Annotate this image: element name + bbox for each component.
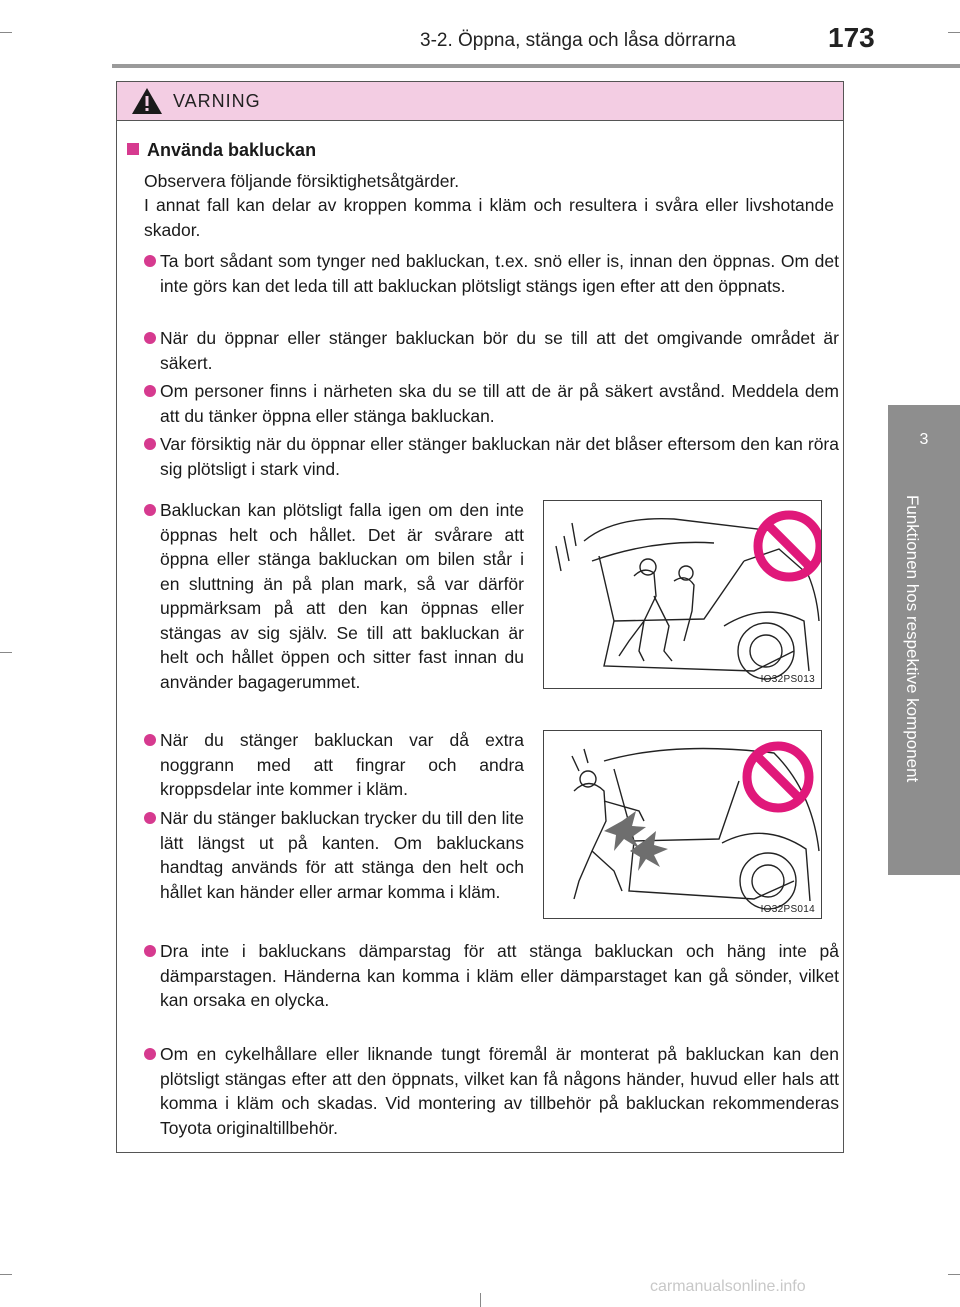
list-item: Om personer finns i närheten ska du se till att de är på säkert avstånd. Meddela dem att du tänker öppna eller stänga bakluckan. bbox=[144, 379, 839, 428]
list-item: Ta bort sådant som tynger ned bakluckan, t.ex. snö eller is, innan den öppnas. Om det inte görs kan det leda till att bakluckan plötsligt stängs igen efter att den öppnats. bbox=[144, 249, 839, 298]
list-item: När du öppnar eller stänger bakluckan bör du se till att det omgivande området är säkert. bbox=[144, 326, 839, 375]
crop-mark bbox=[948, 1274, 960, 1275]
list-item: När du stänger bakluckan var då extra noggrann med att fingrar och andra kroppsdelar inte kommer i kläm. bbox=[144, 728, 524, 802]
chapter-title: Funktionen hos respektive komponent bbox=[903, 495, 922, 783]
section-title-text: Använda bakluckan bbox=[147, 140, 317, 160]
page-number: 173 bbox=[828, 22, 875, 53]
header-rule bbox=[112, 64, 960, 68]
crop-mark bbox=[948, 32, 960, 33]
intro-paragraph: Observera följande försiktighetsåtgärder. bbox=[144, 171, 460, 191]
warning-triangle-icon bbox=[131, 87, 163, 115]
bullet-icon bbox=[144, 945, 156, 957]
list-item: Dra inte i bakluckans dämparstag för att stänga bakluckan och häng inte på dämparstagen. Händerna kan komma i kläm eller dämparstaget kan gå sönder, vilket kan orsaka en olycka. bbox=[144, 939, 839, 1013]
illustration-open-tailgate bbox=[543, 500, 822, 689]
car-tailgate-open-illustration bbox=[544, 501, 822, 689]
square-bullet-icon bbox=[127, 143, 139, 155]
figure-id: IO32PS014 bbox=[760, 904, 815, 915]
bullet-icon bbox=[144, 812, 156, 824]
bullet-icon bbox=[144, 1048, 156, 1060]
list-item: Om en cykelhållare eller liknande tungt föremål är monterat på bakluckan kan den plötsligt stängas efter att den öppnats, vilket kan få någons händer, huvud eller hals att komma i kläm och skadas. Vid montering av tillbehör på bakluckan rekommenderas Toyota originaltillbehör. bbox=[144, 1042, 839, 1140]
warning-box bbox=[116, 81, 844, 1153]
prohibition-sign-icon bbox=[758, 515, 820, 577]
section-header: 3-2. Öppna, stänga och låsa dörrarna bbox=[420, 30, 736, 51]
crop-mark bbox=[0, 32, 12, 33]
section-title bbox=[127, 140, 316, 161]
watermark: carmanualsonline.info bbox=[650, 1278, 806, 1295]
bullet-icon bbox=[144, 734, 156, 746]
car-tailgate-close-illustration bbox=[544, 731, 822, 919]
bullet-icon bbox=[144, 438, 156, 450]
prohibition-sign-icon bbox=[747, 746, 809, 808]
crop-mark bbox=[480, 1293, 481, 1307]
list-item: Bakluckan kan plötsligt falla igen om den inte öppnas helt och hållet. Det är svårare att öppna eller stänga bakluckan om bilen står i en sluttning än på plan mark, så var därför uppmärksam på att den kan öppnas eller stängas av sig själv. Se till att bakluckan är helt och hållet öppen och sitter fast innan du använder bagagerummet. bbox=[144, 498, 524, 694]
bullet-icon bbox=[144, 332, 156, 344]
chapter-number: 3 bbox=[919, 431, 929, 448]
chapter-side-tab bbox=[888, 405, 960, 875]
bullet-icon bbox=[144, 504, 156, 516]
crop-mark bbox=[0, 1274, 12, 1275]
figure-id: IO32PS013 bbox=[760, 674, 815, 685]
bullet-icon bbox=[144, 255, 156, 267]
warning-header bbox=[117, 82, 843, 121]
illustration-close-tailgate bbox=[543, 730, 822, 919]
crop-mark bbox=[0, 652, 12, 653]
list-item: Var försiktig när du öppnar eller stänger bakluckan när det blåser eftersom den kan röra sig plötsligt i stark vind. bbox=[144, 432, 839, 481]
warning-label: VARNING bbox=[173, 91, 261, 111]
intro-paragraph: I annat fall kan delar av kroppen komma i kläm och resultera i svåra eller livshotande skador. bbox=[144, 195, 834, 240]
list-item: När du stänger bakluckan trycker du till den lite lätt längst ut på kanten. Om bakluckans handtag används för att stänga den helt och hållet kan händer eller armar komma i kläm. bbox=[144, 806, 524, 904]
bullet-icon bbox=[144, 385, 156, 397]
